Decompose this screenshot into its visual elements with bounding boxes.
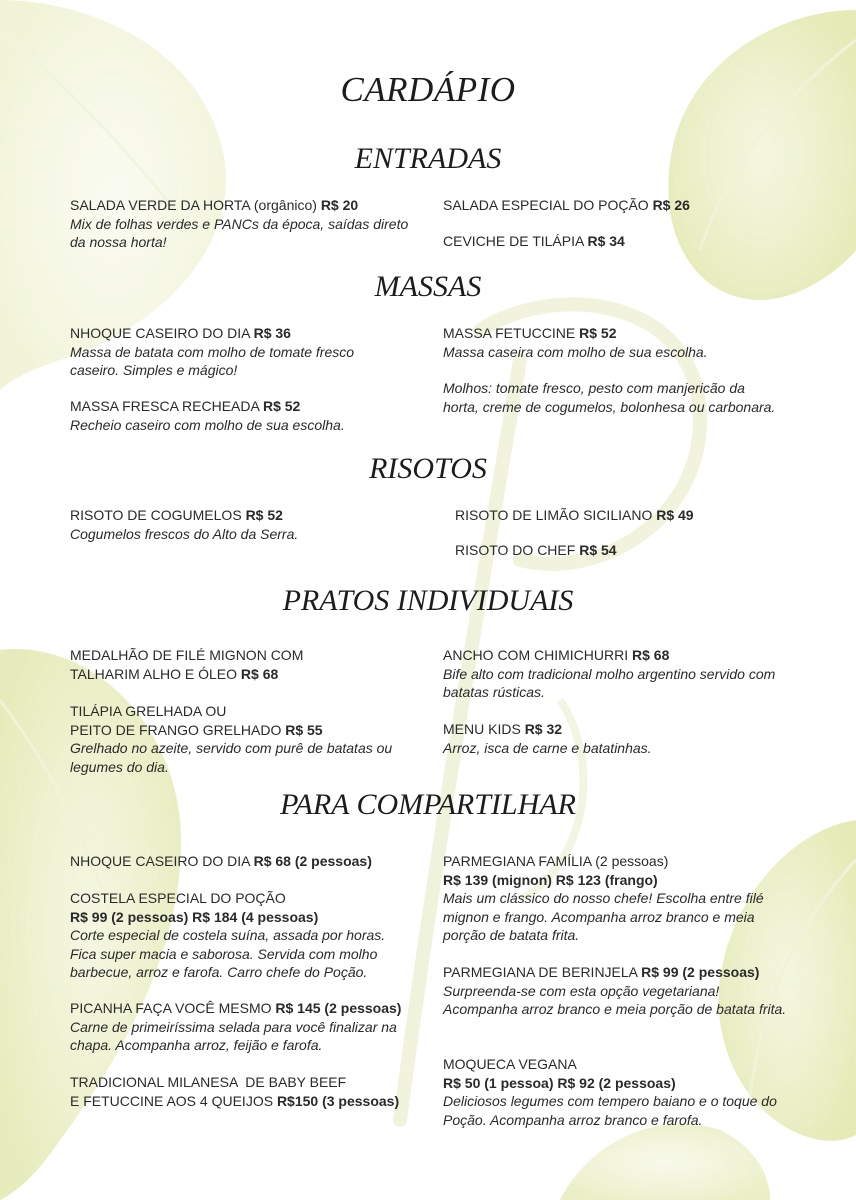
menu-item-milanesa xyxy=(70,1073,430,1110)
item-name: RISOTO DE LIMÃO SICILIANO xyxy=(455,507,653,523)
item-name: MASSA FETUCCINE xyxy=(443,325,576,341)
section-title-entradas: ENTRADAS xyxy=(354,142,502,175)
item-name: RISOTO DO CHEF xyxy=(455,542,576,558)
item-description: Surpreenda-se com esta opção vegetariana! Acompanha arroz branco e meia porção de batata frita. xyxy=(443,982,787,1017)
item-name: MASSA FRESCA RECHEADA xyxy=(70,398,260,414)
item-price: R$ 32 xyxy=(524,721,563,737)
section-title-risotos: RISOTOS xyxy=(369,452,487,485)
item-price: R$ 99 (2 pessoas) xyxy=(641,964,760,980)
menu-item-medalhao xyxy=(70,646,410,683)
item-price: R$ 36 xyxy=(253,325,291,341)
menu-item-picanha xyxy=(70,999,410,1055)
item-name: RISOTO DE COGUMELOS xyxy=(70,507,242,523)
menu-item-risoto-chef xyxy=(455,541,805,560)
menu-item-fetuccine xyxy=(443,324,803,361)
item-name-line: TALHARIM ALHO E ÓLEO xyxy=(70,665,238,682)
menu-item-nhoque xyxy=(70,324,400,380)
menu-item-tilapia-frango xyxy=(70,702,405,776)
item-price: R$ 34 xyxy=(587,233,625,249)
item-price: R$ 54 xyxy=(579,542,617,558)
item-name: CEVICHE DE TILÁPIA xyxy=(443,233,584,249)
item-price: R$ 145 (2 pessoas) xyxy=(275,1000,402,1016)
menu-item-salada-especial xyxy=(443,196,803,215)
item-description: Carne de primeiríssima selada para você finalizar na chapa. Acompanha arroz, feijão e farofa. xyxy=(70,1018,397,1053)
item-price: R$ 20 xyxy=(320,197,359,213)
item-name: SALADA VERDE DA HORTA xyxy=(70,197,250,213)
item-price: R$ 52 xyxy=(579,325,617,341)
item-name: SALADA ESPECIAL DO POÇÃO xyxy=(443,197,649,213)
menu-item-moqueca-vegana xyxy=(443,1055,788,1129)
item-description: Bife alto com tradicional molho argentino servido com batatas rústicas. xyxy=(443,665,776,700)
menu-item-risoto-limao xyxy=(455,506,805,525)
item-name-line: MEDALHÃO DE FILÉ MIGNON COM xyxy=(70,647,304,663)
item-description: Arroz, isca de carne e batatinhas. xyxy=(443,739,652,756)
item-name: MOQUECA VEGANA xyxy=(443,1056,577,1072)
item-name: MENU KIDS xyxy=(443,721,521,737)
menu-item-ceviche xyxy=(443,232,803,251)
item-description: Massa caseira com molho de sua escolha. xyxy=(443,343,708,360)
menu-item-nhoque-compartilhar xyxy=(70,852,430,871)
item-name: ANCHO COM CHIMICHURRI xyxy=(443,647,629,663)
section-title-massas: MASSAS xyxy=(374,270,482,303)
item-description: Mix de folhas verdes e PANCs da época, saídas direto da nossa horta! xyxy=(70,215,409,250)
item-name: PARMEGIANA DE BERINJELA xyxy=(443,964,638,980)
item-name: NHOQUE CASEIRO DO DIA xyxy=(70,853,250,869)
item-name-line: PEITO DE FRANGO GRELHADO xyxy=(70,721,282,738)
item-price: R$ 49 xyxy=(656,507,694,523)
item-description: Corte especial de costela suína, assada por horas. Fica super macia e saborosa. Servida com molho barbecue, arroz e farofa. Carro chefe do Poção. xyxy=(70,927,386,980)
menu-item-risoto-cogumelos xyxy=(70,506,400,543)
item-price: R$150 (3 pessoas) xyxy=(276,1092,400,1109)
item-name: PICANHA FAÇA VOCÊ MESMO xyxy=(70,1000,272,1016)
sauces-note xyxy=(443,379,783,416)
item-description: Deliciosos legumes com tempero baiano e o toque do Poção. Acompanha arroz branco e farofa. xyxy=(443,1093,777,1128)
item-name: PARMEGIANA FAMÍLIA xyxy=(443,853,592,869)
section-title-pratos-individuais: PRATOS INDIVIDUAIS xyxy=(282,584,574,617)
menu-item-parmegiana-familia xyxy=(443,852,788,945)
item-price: R$ 52 xyxy=(245,507,283,523)
item-description: Mais um clássico do nosso chefe! Escolha entre filé mignon e frango. Acompanha arroz branco e meia porção de batata frita. xyxy=(443,890,764,943)
menu-item-massa-recheada xyxy=(70,397,400,434)
item-name-line: TILÁPIA GRELHADA OU xyxy=(70,703,227,719)
item-price: R$ 55 xyxy=(285,721,323,738)
item-price: R$ 68 xyxy=(240,665,279,682)
item-description: Grelhado no azeite, servido com purê de batatas ou legumes do dia. xyxy=(70,740,393,775)
item-description: Cogumelos frescos do Alto da Serra. xyxy=(70,525,299,542)
item-price: R$ 68 xyxy=(632,647,670,663)
item-name-line: TRADICIONAL MILANESA DE BABY BEEF xyxy=(70,1074,347,1090)
item-note: (orgânico) xyxy=(250,197,317,213)
menu-item-ancho xyxy=(443,646,788,702)
menu-item-kids xyxy=(443,720,788,757)
item-price: R$ 68 (2 pessoas) xyxy=(253,853,372,869)
item-price: R$ 52 xyxy=(262,398,301,414)
section-title-para-compartilhar: PARA COMPARTILHAR xyxy=(280,788,576,821)
page-title: CARDÁPIO xyxy=(340,70,516,109)
item-price: R$ 50 (1 pessoa) R$ 92 (2 pessoas) xyxy=(443,1074,676,1091)
menu-item-costela xyxy=(70,889,405,982)
item-name: NHOQUE CASEIRO DO DIA xyxy=(70,325,250,341)
menu-item-parmegiana-berinjela xyxy=(443,963,788,1019)
sauces-description: Molhos: tomate fresco, pesto com manjericão da horta, creme de cogumelos, bolonhesa ou carbonara. xyxy=(443,380,776,415)
item-note: (2 pessoas) xyxy=(591,853,669,869)
item-price: R$ 139 (mignon) R$ 123 (frango) xyxy=(443,871,658,888)
item-price: R$ 99 (2 pessoas) R$ 184 (4 pessoas) xyxy=(70,908,319,925)
menu-item-salada-verde xyxy=(70,196,410,252)
item-description: Massa de batata com molho de tomate fresco caseiro. Simples e mágico! xyxy=(70,343,355,378)
item-price: R$ 26 xyxy=(652,197,690,213)
item-name: COSTELA ESPECIAL DO POÇÃO xyxy=(70,890,286,906)
item-name-line: E FETUCCINE AOS 4 QUEIJOS xyxy=(70,1092,274,1109)
item-description: Recheio caseiro com molho de sua escolha. xyxy=(70,416,345,433)
